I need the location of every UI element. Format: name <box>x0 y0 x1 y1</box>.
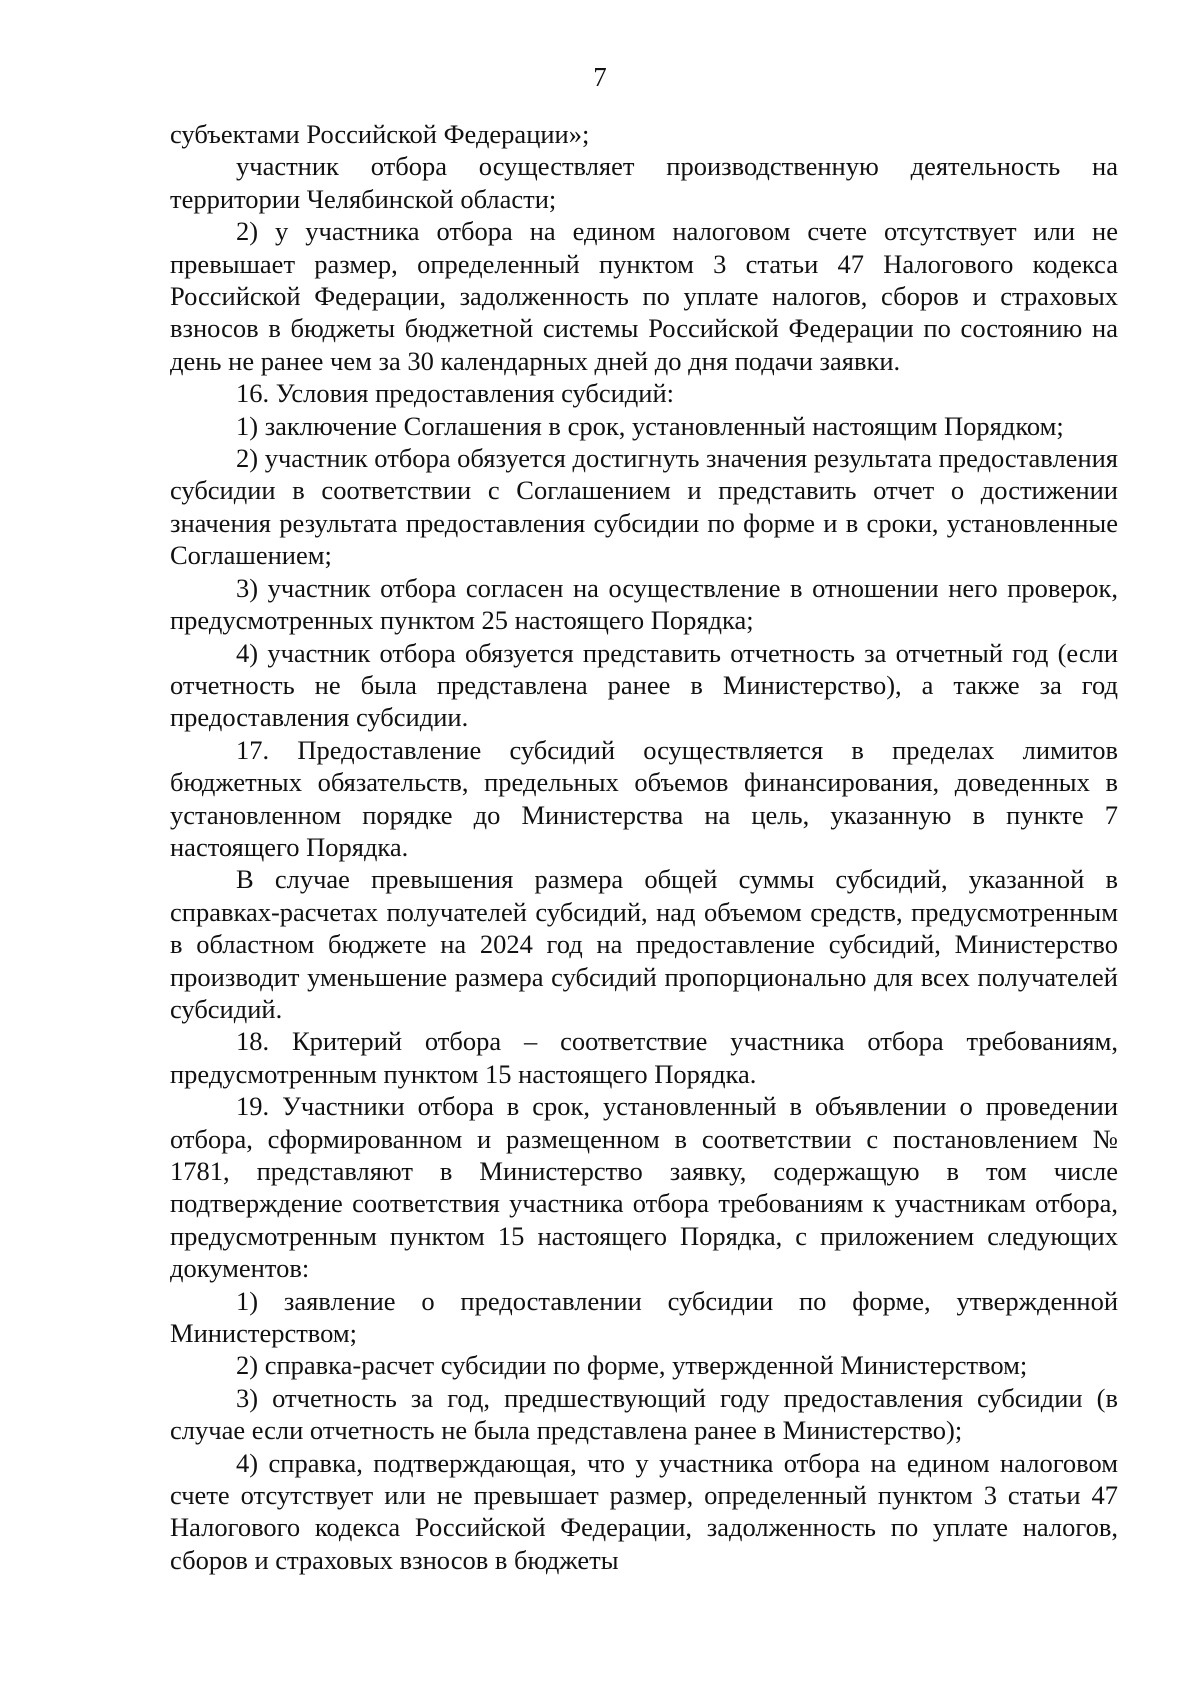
section-heading-16: 16. Условия предоставления субсидий: <box>236 378 675 409</box>
list-item: 1) заявление о предоставлении субсидии по форме, утвержденной Министерством; <box>170 1285 1118 1349</box>
list-item: 4) справка, подтверждающая, что у участника отбора на едином налоговом счете отсутствует или не превышает размер, определенный пунктом 3 статьи 47 Налогового кодекса Российской Федерации, задолженность по уплате налогов, сборов и страховых взносов в бюджеты <box>170 1447 1118 1575</box>
list-item: 4) участник отбора обязуется представить отчетность за отчетный год (если отчетность не была представлена ранее в Министерство), а также за год предоставления субсидии. <box>170 637 1118 733</box>
list-item: 2) участник отбора обязуется достигнуть значения результата предоставления субсидии в соответствии с Соглашением и представить отчет о достижении значения результата предоставления субсидии по форме и в сроки, установленные Соглашением; <box>170 443 1118 571</box>
paragraph: В случае превышения размера общей суммы субсидий, указанной в справках-расчетах получателей субсидий, над объемом средств, предусмотренным в областном бюджете на 2024 год на предоставление субсидий, Министерство производит уменьшение размера субсидий пропорционально для всех получателей субсидий. <box>170 864 1118 1024</box>
list-item: 3) участник отбора согласен на осуществление в отношении него проверок, предусмотренных пунктом 25 настоящего Порядка; <box>170 572 1118 636</box>
paragraph: участник отбора осуществляет производственную деятельность на территории Челябинской области; <box>170 151 1118 214</box>
page-number: 7 <box>593 62 607 92</box>
list-item: 1) заключение Соглашения в срок, установленный настоящим Порядком; <box>236 410 1064 441</box>
list-item: 3) отчетность за год, предшествующий году предоставления субсидии (в случае если отчетность не была представлена ранее в Министерство); <box>170 1382 1118 1446</box>
section-paragraph-18: 18. Критерий отбора – соответствие участника отбора требованиям, предусмотренным пунктом 15 настоящего Порядка. <box>170 1026 1118 1089</box>
list-item: 2) справка-расчет субсидии по форме, утвержденной Министерством; <box>236 1350 1028 1381</box>
section-paragraph-17: 17. Предоставление субсидий осуществляется в пределах лимитов бюджетных обязательств, предельных объемов финансирования, доведенных в установленном порядке до Министерства на цель, указанную в пункте 7 настоящего Порядка. <box>170 734 1118 862</box>
paragraph: субъектами Российской Федерации»; <box>170 119 590 149</box>
document-body <box>170 118 1118 1576</box>
paragraph: 2) у участника отбора на едином налоговом счете отсутствует или не превышает размер, определенный пунктом 3 статьи 47 Налогового кодекса Российской Федерации, задолженность по уплате налогов, сборов и страховых взносов в бюджеты бюджетной системы Российской Федерации по состоянию на день не ранее чем за 30 календарных дней до дня подачи заявки. <box>170 216 1118 376</box>
section-paragraph-19: 19. Участники отбора в срок, установленный в объявлении о проведении отбора, сформированном и размещенном в соответствии с постановлением № 1781, представляют в Министерство заявку, содержащую в том числе подтверждение соответствия участника отбора требованиям к участникам отбора, предусмотренным пунктом 15 настоящего Порядка, с приложением следующих документов: <box>170 1091 1118 1284</box>
